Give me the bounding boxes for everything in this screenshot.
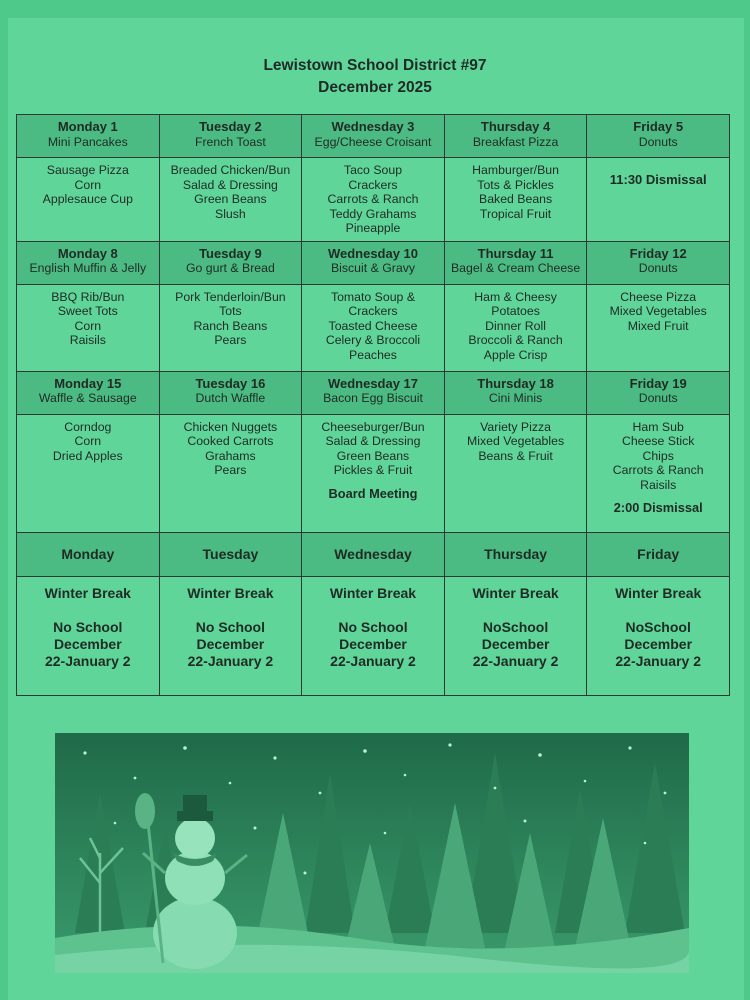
winter-scene-graphic [55, 733, 689, 973]
lunch-cell: Ham & Cheesy Potatoes Dinner Roll Broccoli & Ranch Apple Crisp [444, 284, 587, 371]
week-2-breakfast-row [17, 241, 730, 284]
winter-break-cell: Winter Break No School December 22-January 2 [17, 576, 160, 695]
weekday-header: Monday [17, 532, 160, 576]
winter-break-cell: Winter Break NoSchool December 22-January 2 [444, 576, 587, 695]
lunch-cell: Chicken Nuggets Cooked Carrots Grahams Pears [159, 414, 302, 532]
day-cell: Tuesday 16 Dutch Waffle [159, 371, 302, 414]
weekday-header: Thursday [444, 532, 587, 576]
dismissal-note: 11:30 Dismissal [609, 172, 707, 187]
lunch-cell: Pork Tenderloin/Bun Tots Ranch Beans Pears [159, 284, 302, 371]
winter-break-row [17, 576, 730, 695]
dismissal-note: 2:00 Dismissal [613, 500, 703, 515]
lunch-cell: BBQ Rib/Bun Sweet Tots Corn Raisils [17, 284, 160, 371]
day-cell: Monday 8 English Muffin & Jelly [17, 241, 160, 284]
lunch-cell: Ham Sub Cheese Stick Chips Carrots & Ranch Raisils 2:00 Dismissal [587, 414, 730, 532]
day-cell: Wednesday 3 Egg/Cheese Croisant [302, 115, 445, 158]
week-3-breakfast-row [17, 371, 730, 414]
lunch-cell: Breaded Chicken/Bun Salad & Dressing Green Beans Slush [159, 158, 302, 242]
day-cell: Wednesday 10 Biscuit & Gravy [302, 241, 445, 284]
board-meeting-note: Board Meeting [328, 485, 418, 501]
day-cell: Wednesday 17 Bacon Egg Biscuit [302, 371, 445, 414]
week-2-lunch-row [17, 284, 730, 371]
winter-snowman-illustration [55, 733, 689, 973]
day-cell: Tuesday 9 Go gurt & Bread [159, 241, 302, 284]
week-1-lunch-row [17, 158, 730, 242]
lunch-cell [587, 158, 730, 242]
day-cell: Monday 15 Waffle & Sausage [17, 371, 160, 414]
day-cell: Monday 1 Mini Pancakes [17, 115, 160, 158]
winter-break-cell: Winter Break No School December 22-January 2 [302, 576, 445, 695]
district-title: Lewistown School District #97 [263, 57, 487, 74]
lunch-cell: Cheese Pizza Mixed Vegetables Mixed Fruit [587, 284, 730, 371]
week-3-lunch-row [17, 414, 730, 532]
lunch-cell: Sausage Pizza Corn Applesauce Cup [17, 158, 160, 242]
day-cell: Thursday 4 Breakfast Pizza [444, 115, 587, 158]
weekday-header: Tuesday [159, 532, 302, 576]
month-title: December 2025 [318, 79, 432, 96]
break-week-day-row [17, 532, 730, 576]
lunch-cell: Tomato Soup & Crackers Toasted Cheese Celery & Broccoli Peaches [302, 284, 445, 371]
day-cell: Friday 19 Donuts [587, 371, 730, 414]
day-cell: Tuesday 2 French Toast [159, 115, 302, 158]
day-cell: Thursday 11 Bagel & Cream Cheese [444, 241, 587, 284]
weekday-header: Friday [587, 532, 730, 576]
lunch-menu-calendar [16, 114, 730, 696]
winter-break-cell: Winter Break NoSchool December 22-January 2 [587, 576, 730, 695]
lunch-cell: Variety Pizza Mixed Vegetables Beans & Fruit [444, 414, 587, 532]
week-1-breakfast-row [17, 115, 730, 158]
lunch-cell: Corndog Corn Dried Apples [17, 414, 160, 532]
day-cell: Friday 5 Donuts [587, 115, 730, 158]
day-cell: Friday 12 Donuts [587, 241, 730, 284]
weekday-header: Wednesday [302, 532, 445, 576]
winter-break-cell: Winter Break No School December 22-January 2 [159, 576, 302, 695]
day-cell: Thursday 18 Cini Minis [444, 371, 587, 414]
lunch-cell: Taco Soup Crackers Carrots & Ranch Teddy Grahams Pineapple [302, 158, 445, 242]
lunch-cell: Cheeseburger/Bun Salad & Dressing Green Beans Pickles & Fruit Board Meeting [302, 414, 445, 532]
lunch-cell: Hamburger/Bun Tots & Pickles Baked Beans Tropical Fruit [444, 158, 587, 242]
